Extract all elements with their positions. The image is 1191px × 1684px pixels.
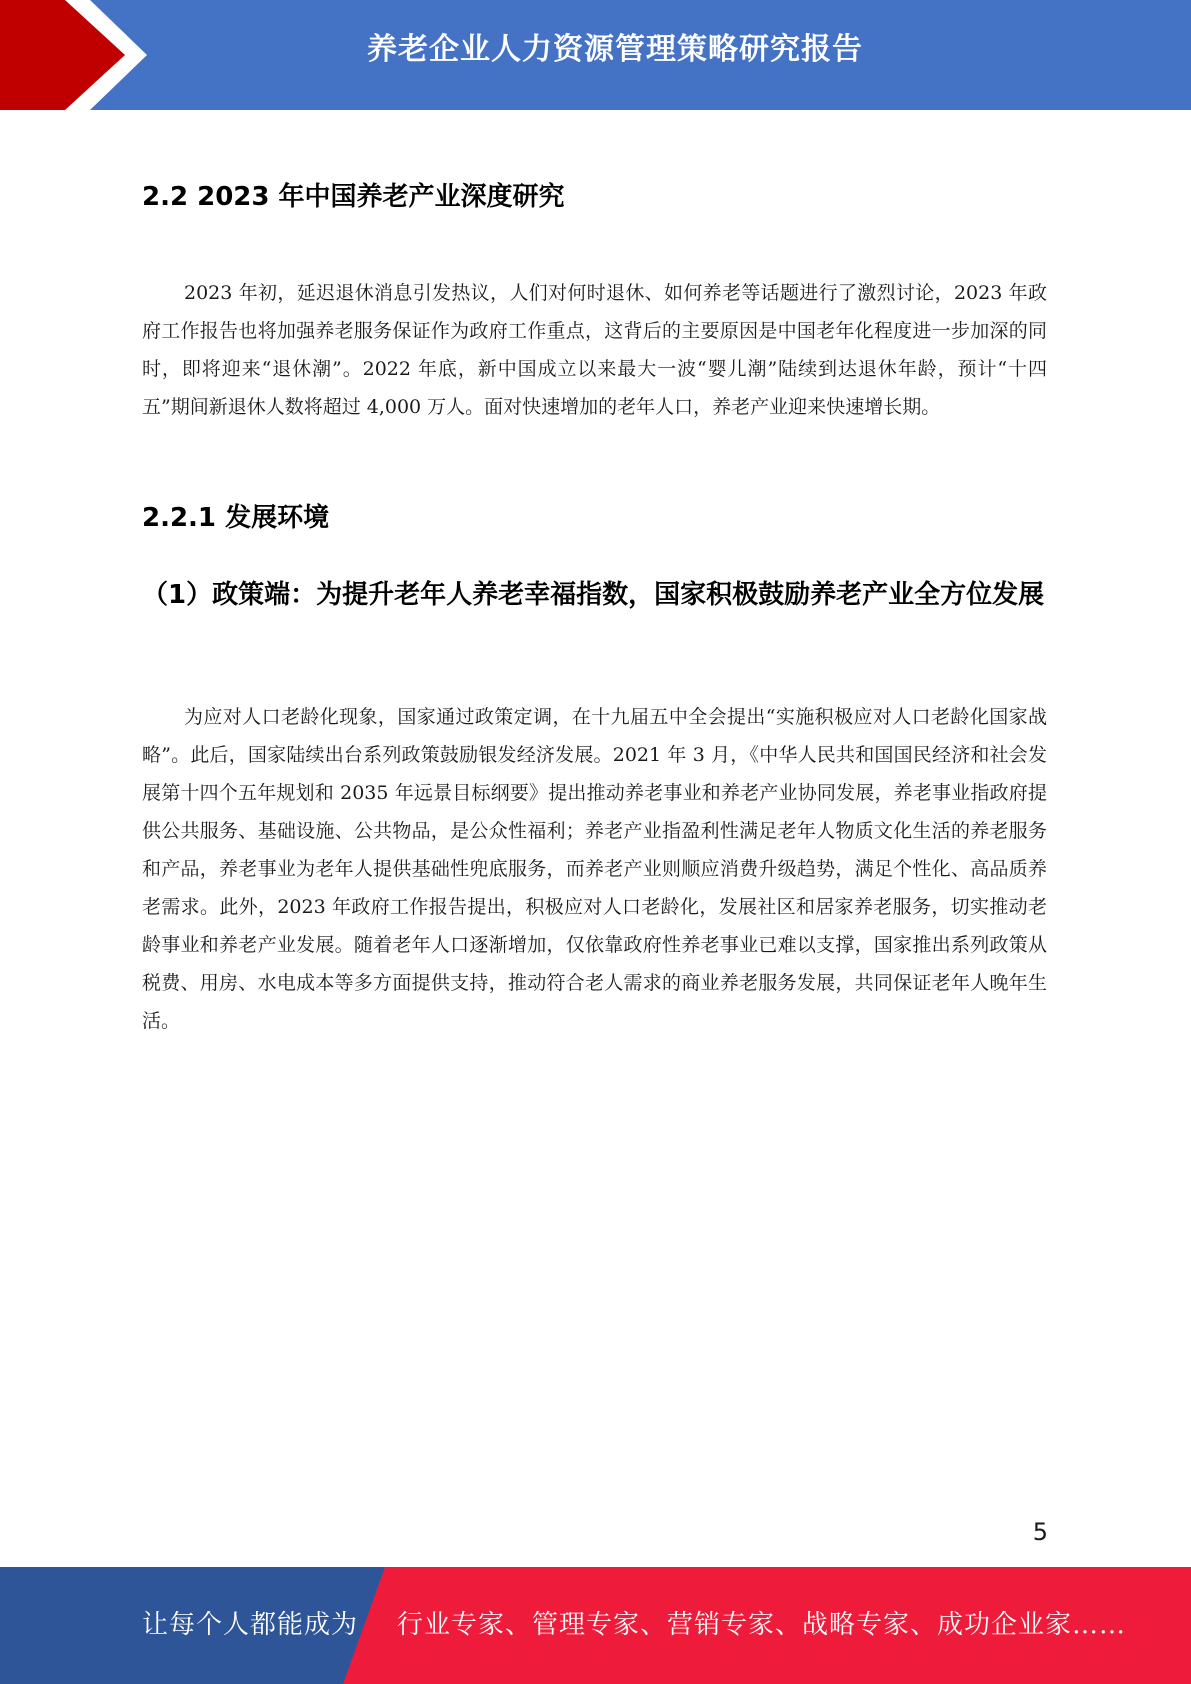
intro-paragraph: 2023 年初，延迟退休消息引发热议，人们对何时退休、如何养老等话题进行了激烈讨论，2023 年政府工作报告也将加强养老服务保证作为政府工作重点，这背后的主要原因是中国老年化程度进一步加深的同时，即将迎来“退休潮”。2022 年底，新中国成立以来最大一波“婴儿潮”陆续到达退休年龄，预计“十四五”期间新退休人数将超过 4,000 万人。面对快速增加的老年人口，养老产业迎来快速增长期。 [142, 282, 1047, 418]
policy-heading: （1）政策端：为提升老年人养老幸福指数，国家积极鼓励养老产业全方位发展 [142, 580, 1045, 610]
policy-paragraph: 为应对人口老龄化现象，国家通过政策定调，在十九届五中全会提出“实施积极应对人口老龄化国家战略”。此后，国家陆续出台系列政策鼓励银发经济发展。2021 年 3 月，《中华人民共和国国民经济和社会发展第十四个五年规划和 2035 年远景目标纲要》提出推动养老事业和养老产业协同发展，养老事业指政府提供公共服务、基础设施、公共物品，是公众性福利；养老产业指盈利性满足老年人物质文化生活的养老服务和产品，养老事业为老年人提供基础性兜底服务，而养老产业则顺应消费升级趋势，满足个性化、高品质养老需求。此外，2023 年政府工作报告提出，积极应对人口老龄化，发展社区和居家养老服务，切实推动老龄事业和养老产业发展。随着老年人口逐渐增加，仅依靠政府性养老事业已难以支撑，国家推出系列政策从税费、用房、水电成本等多方面提供支持，推动符合老人需求的商业养老服务发展，共同保证老年人晚年生活。 [142, 706, 1047, 1032]
page-number: 5 [1032, 1518, 1048, 1546]
page-header [0, 0, 1191, 110]
report-title: 养老企业人力资源管理策略研究报告 [367, 32, 863, 67]
section-heading: 2.2 2023 年中国养老产业深度研究 [142, 182, 565, 212]
footer-slogan-left: 让每个人都能成为 [142, 1610, 359, 1640]
subsection-heading: 2.2.1 发展环境 [142, 503, 330, 533]
page-footer [0, 1567, 1191, 1684]
footer-slogan-right: 行业专家、管理专家、营销专家、战略专家、成功企业家…… [397, 1610, 1127, 1640]
